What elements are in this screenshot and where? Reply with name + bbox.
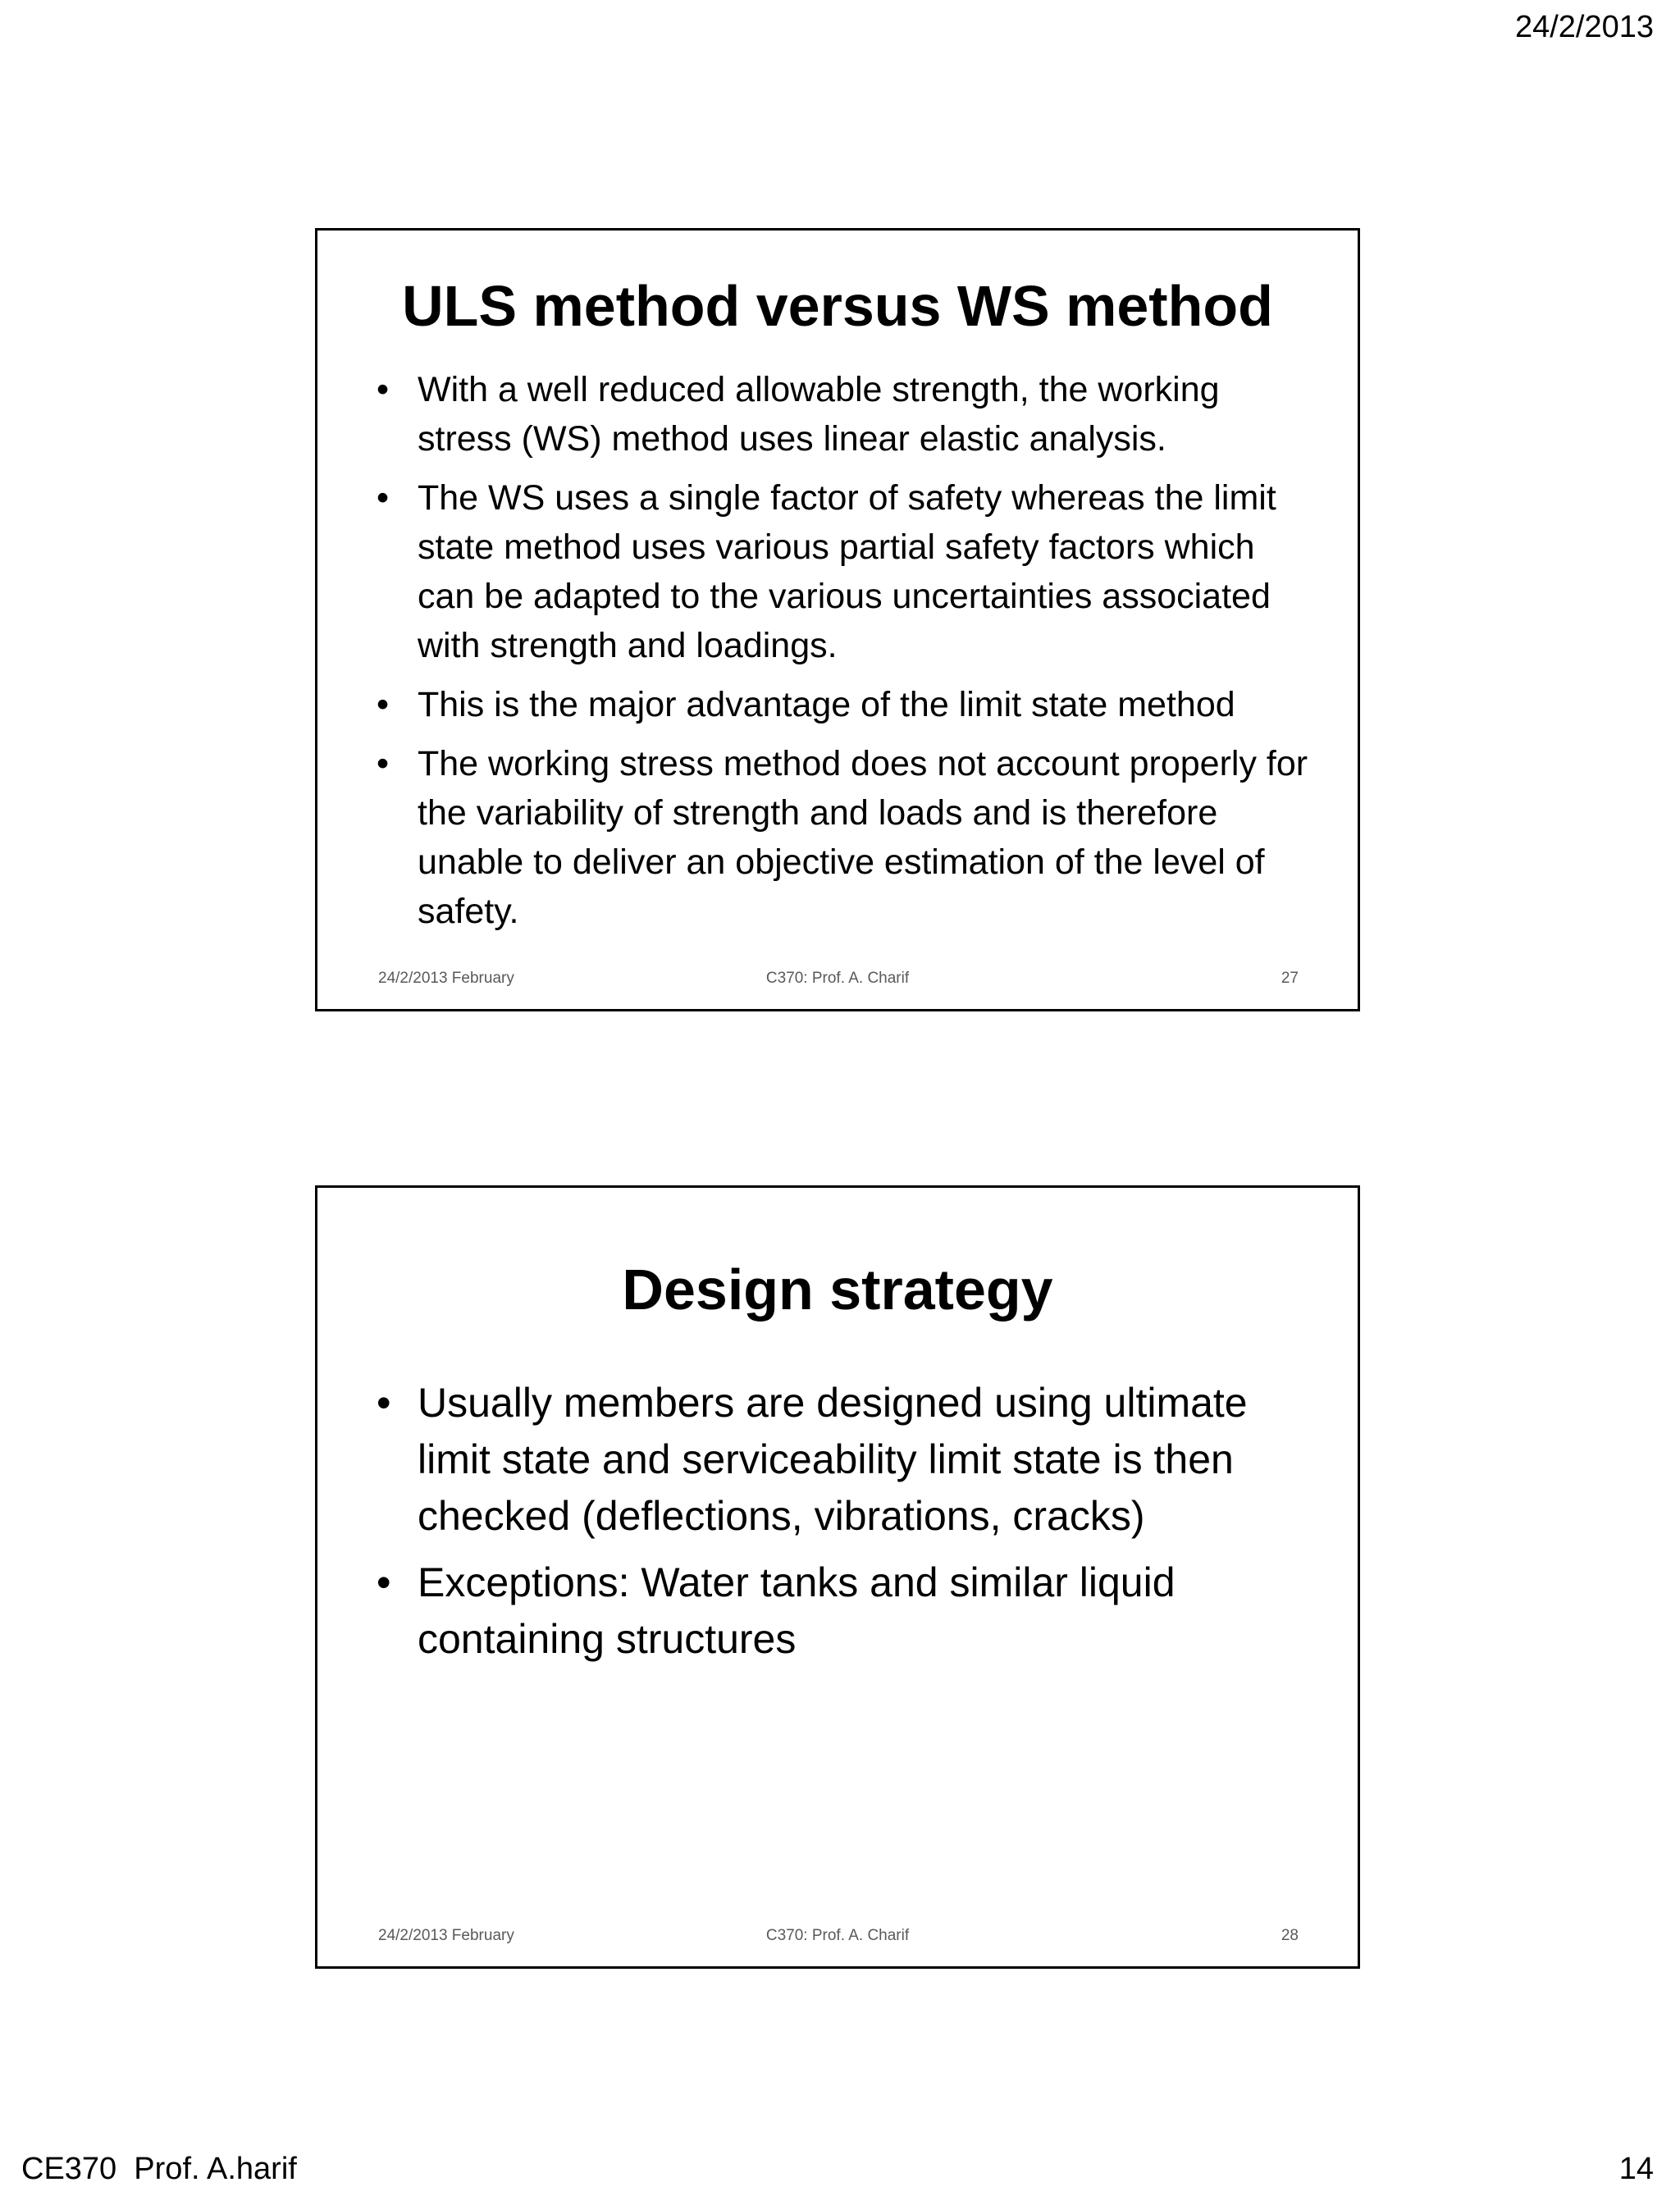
bullet-icon: • bbox=[377, 744, 390, 783]
page-number: 14 bbox=[1618, 2152, 1654, 2186]
bullet-icon: • bbox=[377, 685, 390, 724]
slide-footer-number: 27 bbox=[1281, 970, 1299, 987]
bullet-list bbox=[377, 365, 1308, 946]
bullet-text: Exceptions: Water tanks and similar liquid containing structures bbox=[418, 1559, 1176, 1662]
bullet-item bbox=[377, 739, 1308, 936]
bullet-icon: • bbox=[377, 478, 390, 518]
bullet-item bbox=[377, 1554, 1308, 1668]
page-date: 24/2/2013 bbox=[1514, 10, 1654, 44]
slide-footer-number: 28 bbox=[1281, 1927, 1299, 1944]
bullet-item bbox=[377, 365, 1308, 463]
bullet-text: The WS uses a single factor of safety whereas the limit state method uses various partial safety factors which can be adapted to the various uncertainties associated with strength and loadings. bbox=[418, 478, 1276, 665]
bullet-text: The working stress method does not account properly for the variability of strength and loads and is therefore unable to deliver an objective estimation of the level of safety. bbox=[418, 744, 1308, 931]
bullet-text: This is the major advantage of the limit state method bbox=[418, 685, 1235, 724]
bullet-item bbox=[377, 1375, 1308, 1545]
bullet-item bbox=[377, 473, 1308, 670]
slide-title: ULS method versus WS method bbox=[402, 274, 1273, 338]
slide-footer-course: C370: Prof. A. Charif bbox=[765, 970, 910, 987]
slide-27 bbox=[315, 228, 1360, 1011]
slide-title: Design strategy bbox=[622, 1258, 1053, 1322]
slide-footer-course: C370: Prof. A. Charif bbox=[765, 1927, 910, 1944]
bullet-list bbox=[377, 1375, 1308, 1678]
slide-28 bbox=[315, 1185, 1360, 1969]
bullet-icon: • bbox=[377, 1380, 391, 1426]
bullet-text: With a well reduced allowable strength, the working stress (WS) method uses linear elastic analysis. bbox=[418, 370, 1220, 459]
bullet-icon: • bbox=[377, 370, 390, 409]
bullet-text: Usually members are designed using ultimate limit state and serviceability limit state is then checked (deflections, vibrations, cracks) bbox=[418, 1380, 1248, 1539]
slide-footer-date: 24/2/2013 February bbox=[378, 1927, 514, 1944]
slide-footer-date: 24/2/2013 February bbox=[378, 970, 514, 987]
page-footer-course: CE370 Prof. A.harif bbox=[21, 2152, 297, 2186]
bullet-icon: • bbox=[377, 1559, 391, 1605]
bullet-item bbox=[377, 680, 1308, 729]
